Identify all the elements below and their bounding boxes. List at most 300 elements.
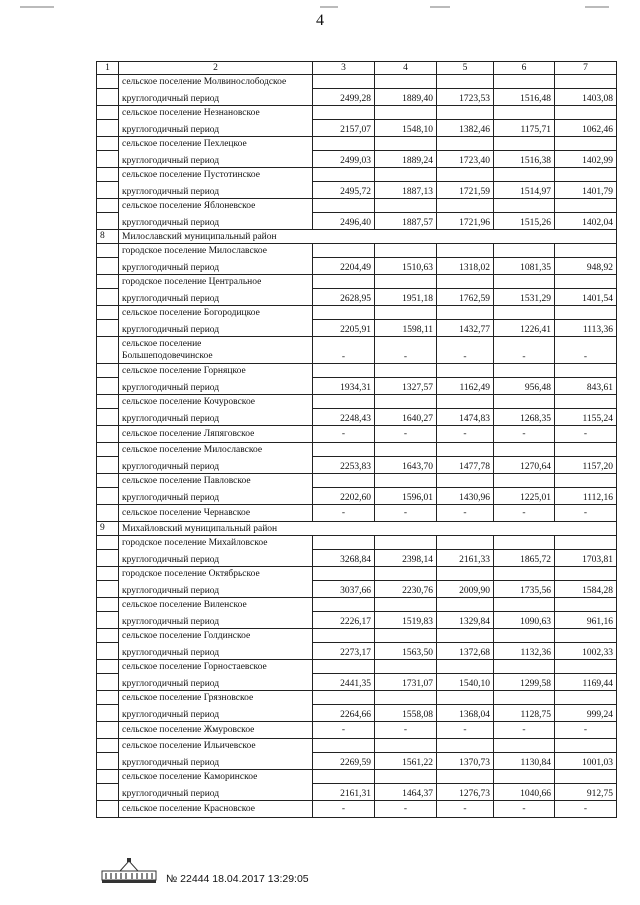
region-index: 9 [97, 522, 119, 536]
tariff-value: - [555, 505, 617, 522]
tariff-value: 1372,68 [437, 643, 494, 660]
tariff-value: - [375, 505, 437, 522]
tariff-value: 1132,36 [494, 643, 555, 660]
period-row [97, 289, 617, 306]
index-cell [97, 306, 119, 320]
empty-cell [555, 691, 617, 705]
tariff-value: 1432,77 [437, 320, 494, 337]
empty-cell [494, 660, 555, 674]
region-row [97, 522, 617, 536]
tariff-value: 1477,78 [437, 457, 494, 474]
settlement-name: сельское поселение Горностаевское [119, 660, 313, 674]
settlement-name-line: сельское поселение [122, 339, 202, 349]
period-label: круглогодичный период [119, 612, 313, 629]
index-cell [97, 612, 119, 629]
page-number: 4 [316, 12, 324, 29]
tariff-value: 1723,40 [437, 151, 494, 168]
period-label: круглогодичный период [119, 320, 313, 337]
settlement-row [97, 801, 617, 818]
empty-cell [555, 395, 617, 409]
period-row [97, 753, 617, 770]
tariff-value: 2499,03 [313, 151, 375, 168]
tariff-value: 1081,35 [494, 258, 555, 275]
index-cell [97, 770, 119, 784]
period-label: круглогодичный период [119, 784, 313, 801]
empty-cell [555, 137, 617, 151]
period-label: круглогодичный период [119, 378, 313, 395]
empty-cell [313, 244, 375, 258]
index-cell [97, 643, 119, 660]
empty-cell [494, 598, 555, 612]
index-cell [97, 660, 119, 674]
empty-cell [313, 106, 375, 120]
empty-cell [494, 567, 555, 581]
index-cell [97, 550, 119, 567]
empty-cell [375, 629, 437, 643]
tariff-value: - [437, 801, 494, 818]
index-cell [97, 364, 119, 378]
empty-cell [494, 106, 555, 120]
index-cell [97, 801, 119, 818]
period-row [97, 643, 617, 660]
tariff-value: 1112,16 [555, 488, 617, 505]
settlement-row [97, 75, 617, 89]
settlement-name: сельское поселение Незнановское [119, 106, 313, 120]
index-cell [97, 337, 119, 364]
index-cell [97, 536, 119, 550]
tariff-value: 1464,37 [375, 784, 437, 801]
tariff-value: - [375, 426, 437, 443]
empty-cell [313, 536, 375, 550]
tariff-value: - [313, 426, 375, 443]
tariff-value: 1889,40 [375, 89, 437, 106]
tariff-value: 912,75 [555, 784, 617, 801]
empty-cell [437, 474, 494, 488]
index-cell [97, 258, 119, 275]
period-label: круглогодичный период [119, 151, 313, 168]
empty-cell [555, 306, 617, 320]
tariff-value: 1403,08 [555, 89, 617, 106]
index-cell [97, 275, 119, 289]
empty-cell [437, 306, 494, 320]
tariff-value: 1329,84 [437, 612, 494, 629]
settlement-row [97, 722, 617, 739]
settlement-name: сельское поселение Молвинослободское [119, 75, 313, 89]
empty-cell [375, 244, 437, 258]
index-cell [97, 168, 119, 182]
empty-cell [375, 364, 437, 378]
index-cell [97, 784, 119, 801]
index-cell [97, 443, 119, 457]
tariff-value: 1762,59 [437, 289, 494, 306]
empty-cell [437, 567, 494, 581]
tariff-value: 2398,14 [375, 550, 437, 567]
empty-cell [437, 364, 494, 378]
tariff-value: 1558,08 [375, 705, 437, 722]
index-cell [97, 120, 119, 137]
empty-cell [494, 536, 555, 550]
tariff-value: 948,92 [555, 258, 617, 275]
empty-cell [313, 306, 375, 320]
tariff-value: 1327,57 [375, 378, 437, 395]
index-cell [97, 505, 119, 522]
index-cell [97, 320, 119, 337]
tariff-value: 1731,07 [375, 674, 437, 691]
tariff-value: 1318,02 [437, 258, 494, 275]
header-cell: 6 [494, 62, 555, 75]
settlement-row [97, 137, 617, 151]
settlement-name: сельское поселение Богородицкое [119, 306, 313, 320]
index-cell [97, 199, 119, 213]
index-cell [97, 106, 119, 120]
empty-cell [437, 244, 494, 258]
tariff-value: 2495,72 [313, 182, 375, 199]
period-label: круглогодичный период [119, 289, 313, 306]
period-row [97, 320, 617, 337]
period-row [97, 612, 617, 629]
period-row [97, 151, 617, 168]
tariff-value: 2009,90 [437, 581, 494, 598]
empty-cell [313, 770, 375, 784]
empty-cell [555, 567, 617, 581]
index-cell [97, 182, 119, 199]
settlement-name-line: Большеподовечинское [122, 351, 213, 361]
tariff-value: - [437, 426, 494, 443]
settlement-row [97, 395, 617, 409]
empty-cell [494, 75, 555, 89]
empty-cell [313, 660, 375, 674]
tariff-value: 1889,24 [375, 151, 437, 168]
empty-cell [313, 474, 375, 488]
region-index: 8 [97, 230, 119, 244]
empty-cell [437, 75, 494, 89]
tariff-value: 2205,91 [313, 320, 375, 337]
index-cell [97, 753, 119, 770]
tariff-value: - [375, 801, 437, 818]
index-cell [97, 395, 119, 409]
settlement-row [97, 505, 617, 522]
empty-cell [555, 660, 617, 674]
tariff-value: 2499,28 [313, 89, 375, 106]
tariff-value: 1155,24 [555, 409, 617, 426]
empty-cell [437, 536, 494, 550]
empty-cell [494, 474, 555, 488]
period-row [97, 378, 617, 395]
header-cell: 5 [437, 62, 494, 75]
settlement-row [97, 244, 617, 258]
tariff-value: - [437, 722, 494, 739]
settlement-name: сельское поселение Каморинское [119, 770, 313, 784]
settlement-name: сельское поселение Виленское [119, 598, 313, 612]
settlement-name: сельское поселение Кочуровское [119, 395, 313, 409]
empty-cell [555, 598, 617, 612]
empty-cell [313, 75, 375, 89]
tariff-value: 1162,49 [437, 378, 494, 395]
index-cell [97, 567, 119, 581]
period-label: круглогодичный период [119, 120, 313, 137]
empty-cell [375, 275, 437, 289]
tariff-value: 1643,70 [375, 457, 437, 474]
empty-cell [494, 364, 555, 378]
empty-cell [313, 168, 375, 182]
period-label: круглогодичный период [119, 457, 313, 474]
tariff-value: 1113,36 [555, 320, 617, 337]
tariff-value: 1401,79 [555, 182, 617, 199]
building-stamp-icon [100, 857, 158, 885]
settlement-name: сельское поселение Голдинское [119, 629, 313, 643]
empty-cell [494, 199, 555, 213]
empty-cell [494, 443, 555, 457]
empty-cell [437, 137, 494, 151]
empty-cell [555, 474, 617, 488]
index-cell [97, 213, 119, 230]
index-cell [97, 426, 119, 443]
empty-cell [375, 598, 437, 612]
header-cell: 4 [375, 62, 437, 75]
index-cell [97, 89, 119, 106]
tariff-value: 1514,97 [494, 182, 555, 199]
tariff-value: 1276,73 [437, 784, 494, 801]
empty-cell [313, 395, 375, 409]
tariff-value: 1561,22 [375, 753, 437, 770]
empty-cell [437, 770, 494, 784]
tariff-value: 1169,44 [555, 674, 617, 691]
tariff-value: 1368,04 [437, 705, 494, 722]
header-cell: 2 [119, 62, 313, 75]
tariff-value: 1887,57 [375, 213, 437, 230]
settlement-row [97, 474, 617, 488]
tariff-value: - [313, 337, 375, 364]
tariff-value: - [494, 426, 555, 443]
region-name: Милославский муниципальный район [119, 230, 617, 244]
index-cell [97, 581, 119, 598]
empty-cell [494, 168, 555, 182]
tariff-value: - [375, 722, 437, 739]
period-label: круглогодичный период [119, 550, 313, 567]
period-label: круглогодичный период [119, 488, 313, 505]
empty-cell [494, 691, 555, 705]
period-label: круглогодичный период [119, 753, 313, 770]
settlement-row [97, 199, 617, 213]
empty-cell [375, 168, 437, 182]
table-body [97, 62, 617, 818]
settlement-name: сельское поселение Чернавское [119, 505, 313, 522]
empty-cell [555, 739, 617, 753]
empty-cell [375, 106, 437, 120]
tariff-value: 2269,59 [313, 753, 375, 770]
index-cell [97, 488, 119, 505]
tariff-value: 1510,63 [375, 258, 437, 275]
empty-cell [437, 199, 494, 213]
settlement-row [97, 106, 617, 120]
empty-cell [555, 275, 617, 289]
tariff-value: 1175,71 [494, 120, 555, 137]
index-cell [97, 151, 119, 168]
tariff-value: 1951,18 [375, 289, 437, 306]
settlement-row [97, 536, 617, 550]
tariff-value: 1723,53 [437, 89, 494, 106]
tariff-value: 1299,58 [494, 674, 555, 691]
tariff-value: - [555, 337, 617, 364]
tariff-value: - [375, 337, 437, 364]
settlement-name: сельское поселение Милославское [119, 443, 313, 457]
settlement-name: сельское поселение Грязновское [119, 691, 313, 705]
tariff-value: 1128,75 [494, 705, 555, 722]
tariff-value: 1887,13 [375, 182, 437, 199]
index-cell [97, 474, 119, 488]
tariff-value: 1721,59 [437, 182, 494, 199]
tariff-value: - [494, 505, 555, 522]
period-label: круглогодичный период [119, 182, 313, 199]
empty-cell [437, 629, 494, 643]
document-registration-stamp: № 22444 18.04.2017 13:29:05 [166, 873, 309, 885]
tariff-value: 2628,95 [313, 289, 375, 306]
region-row [97, 230, 617, 244]
header-cell: 3 [313, 62, 375, 75]
tariff-value: 1516,48 [494, 89, 555, 106]
empty-cell [555, 75, 617, 89]
period-label: круглогодичный период [119, 213, 313, 230]
region-name: Михайловский муниципальный район [119, 522, 617, 536]
table-header-row [97, 62, 617, 75]
settlement-name: сельское поселение Жмуровское [119, 722, 313, 739]
tariff-value: 2441,35 [313, 674, 375, 691]
period-row [97, 457, 617, 474]
tariff-value: 1430,96 [437, 488, 494, 505]
tariff-value: - [437, 505, 494, 522]
empty-cell [313, 691, 375, 705]
empty-cell [375, 770, 437, 784]
period-label: круглогодичный период [119, 258, 313, 275]
empty-cell [555, 629, 617, 643]
empty-cell [437, 275, 494, 289]
tariff-value: - [313, 722, 375, 739]
settlement-row [97, 275, 617, 289]
period-row [97, 213, 617, 230]
empty-cell [313, 364, 375, 378]
index-cell [97, 244, 119, 258]
period-label: круглогодичный период [119, 409, 313, 426]
period-row [97, 409, 617, 426]
settlement-name: сельское поселение Пустотинское [119, 168, 313, 182]
tariff-value: - [555, 722, 617, 739]
empty-cell [437, 168, 494, 182]
tariff-value: - [555, 426, 617, 443]
empty-cell [375, 536, 437, 550]
index-cell [97, 409, 119, 426]
tariff-value: 1563,50 [375, 643, 437, 660]
tariff-value: 2496,40 [313, 213, 375, 230]
index-cell [97, 674, 119, 691]
settlement-name: сельское поселение Красновское [119, 801, 313, 818]
empty-cell [494, 306, 555, 320]
tariff-value: 1270,64 [494, 457, 555, 474]
empty-cell [555, 244, 617, 258]
empty-cell [437, 660, 494, 674]
empty-cell [494, 137, 555, 151]
tariff-value: - [494, 337, 555, 364]
tariff-value: - [313, 801, 375, 818]
empty-cell [375, 474, 437, 488]
empty-cell [375, 739, 437, 753]
scan-artifact [430, 6, 450, 8]
tariff-value: 2202,60 [313, 488, 375, 505]
period-label: круглогодичный период [119, 89, 313, 106]
settlement-row [97, 168, 617, 182]
tariff-value: 1540,10 [437, 674, 494, 691]
settlement-row [97, 426, 617, 443]
index-cell [97, 629, 119, 643]
tariff-value: 2157,07 [313, 120, 375, 137]
period-label: круглогодичный период [119, 705, 313, 722]
empty-cell [375, 75, 437, 89]
tariff-value: 1721,96 [437, 213, 494, 230]
tariff-value: 3037,66 [313, 581, 375, 598]
empty-cell [494, 739, 555, 753]
tariff-value: 1934,31 [313, 378, 375, 395]
tariff-value: 2273,17 [313, 643, 375, 660]
tariff-value: 1001,03 [555, 753, 617, 770]
empty-cell [313, 443, 375, 457]
empty-cell [437, 739, 494, 753]
header-cell: 7 [555, 62, 617, 75]
index-cell [97, 137, 119, 151]
empty-cell [555, 536, 617, 550]
period-label: круглогодичный период [119, 581, 313, 598]
tariff-value: 1584,28 [555, 581, 617, 598]
period-row [97, 488, 617, 505]
empty-cell [375, 660, 437, 674]
settlement-name: городское поселение Октябрьское [119, 567, 313, 581]
settlement-name: сельское поселение Горняцкое [119, 364, 313, 378]
index-cell [97, 378, 119, 395]
period-row [97, 581, 617, 598]
empty-cell [375, 443, 437, 457]
tariff-value: 2230,76 [375, 581, 437, 598]
tariff-value: 2204,49 [313, 258, 375, 275]
empty-cell [375, 691, 437, 705]
settlement-row [97, 567, 617, 581]
empty-cell [437, 106, 494, 120]
index-cell [97, 691, 119, 705]
empty-cell [375, 306, 437, 320]
tariff-value: 2161,33 [437, 550, 494, 567]
settlement-name: сельское поселение Павловское [119, 474, 313, 488]
empty-cell [437, 443, 494, 457]
tariff-value: 1515,26 [494, 213, 555, 230]
empty-cell [313, 199, 375, 213]
period-row [97, 182, 617, 199]
tariff-value: 1531,29 [494, 289, 555, 306]
index-cell [97, 289, 119, 306]
tariff-value: 956,48 [494, 378, 555, 395]
period-row [97, 550, 617, 567]
tariff-value: 2264,66 [313, 705, 375, 722]
tariff-value: 2248,43 [313, 409, 375, 426]
document-footer [100, 857, 520, 891]
empty-cell [313, 739, 375, 753]
tariff-value: 2161,31 [313, 784, 375, 801]
tariff-value: - [437, 337, 494, 364]
empty-cell [555, 770, 617, 784]
settlement-row [97, 598, 617, 612]
empty-cell [555, 443, 617, 457]
settlement-row [97, 443, 617, 457]
settlement-name: сельское поселение Ляпяговское [119, 426, 313, 443]
tariff-value: 1516,38 [494, 151, 555, 168]
tariff-value: 1519,83 [375, 612, 437, 629]
tariff-value: 1090,63 [494, 612, 555, 629]
